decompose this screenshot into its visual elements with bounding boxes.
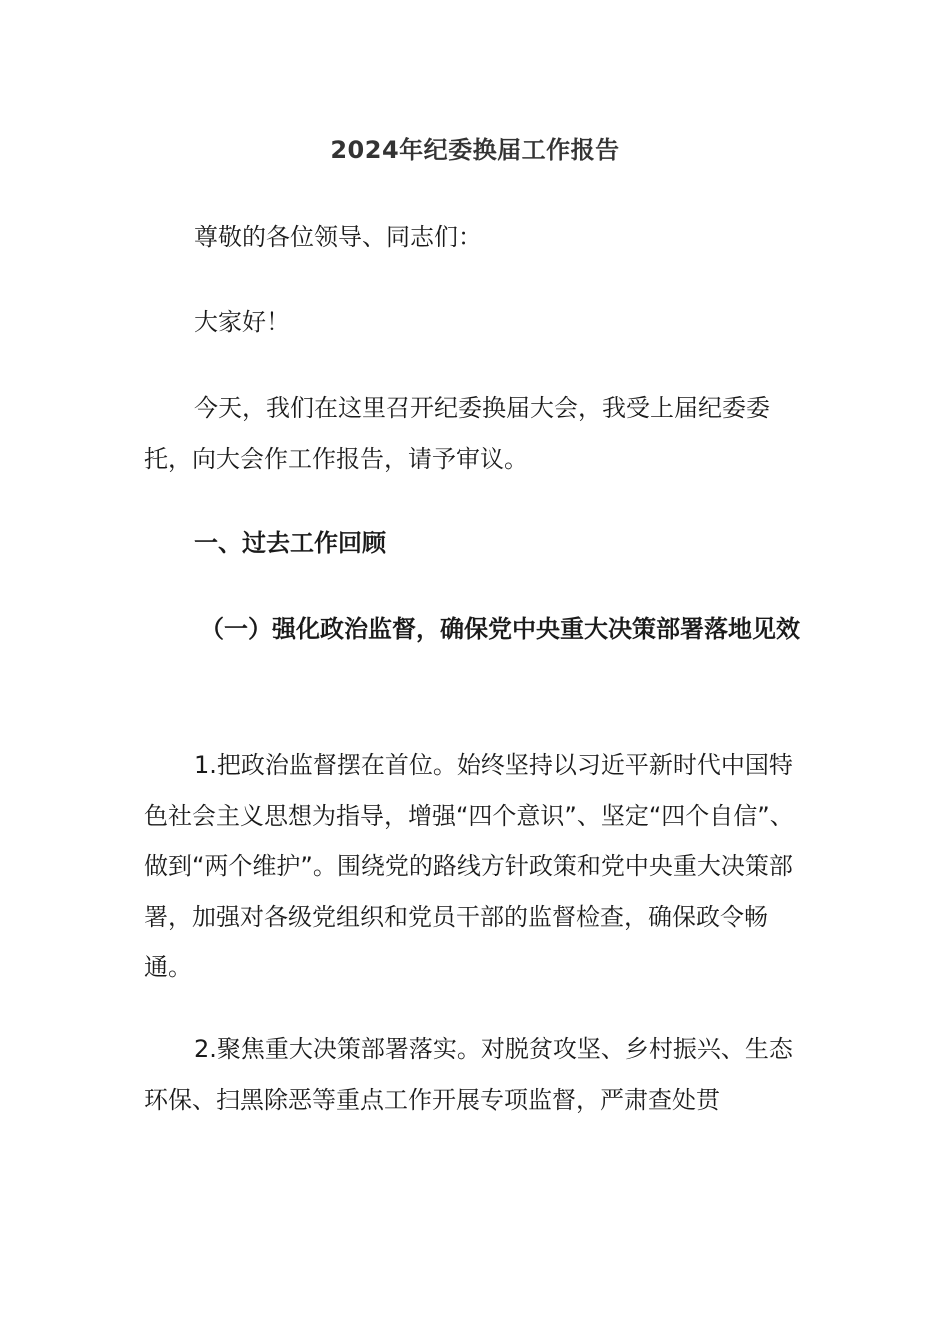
body-paragraph-1: 1.把政治监督摆在首位。始终坚持以习近平新时代中国特色社会主义思想为指导，增强“四个意识”、坚定“四个自信”、做到“两个维护”。围绕党的路线方针政策和党中央重大决策部署，加强对各级党组织和党员干部的监督检查，确保政令畅通。 [144, 751, 794, 981]
subsection-heading-1: （一）强化政治监督，确保党中央重大决策部署落地见效 [200, 615, 800, 643]
document-title: 2024年纪委换届工作报告 [330, 136, 620, 164]
intro-paragraph: 今天，我们在这里召开纪委换届大会，我受上届纪委委托，向大会作工作报告，请予审议。 [144, 394, 770, 473]
body-paragraph-2: 2.聚焦重大决策部署落实。对脱贫攻坚、乡村振兴、生态环保、扫黑除恶等重点工作开展专项监督，严肃查处贯 [144, 1035, 793, 1114]
section-heading-1: 一、过去工作回顾 [194, 529, 386, 557]
salutation: 尊敬的各位领导、同志们： [194, 223, 482, 251]
greeting: 大家好！ [194, 308, 290, 336]
